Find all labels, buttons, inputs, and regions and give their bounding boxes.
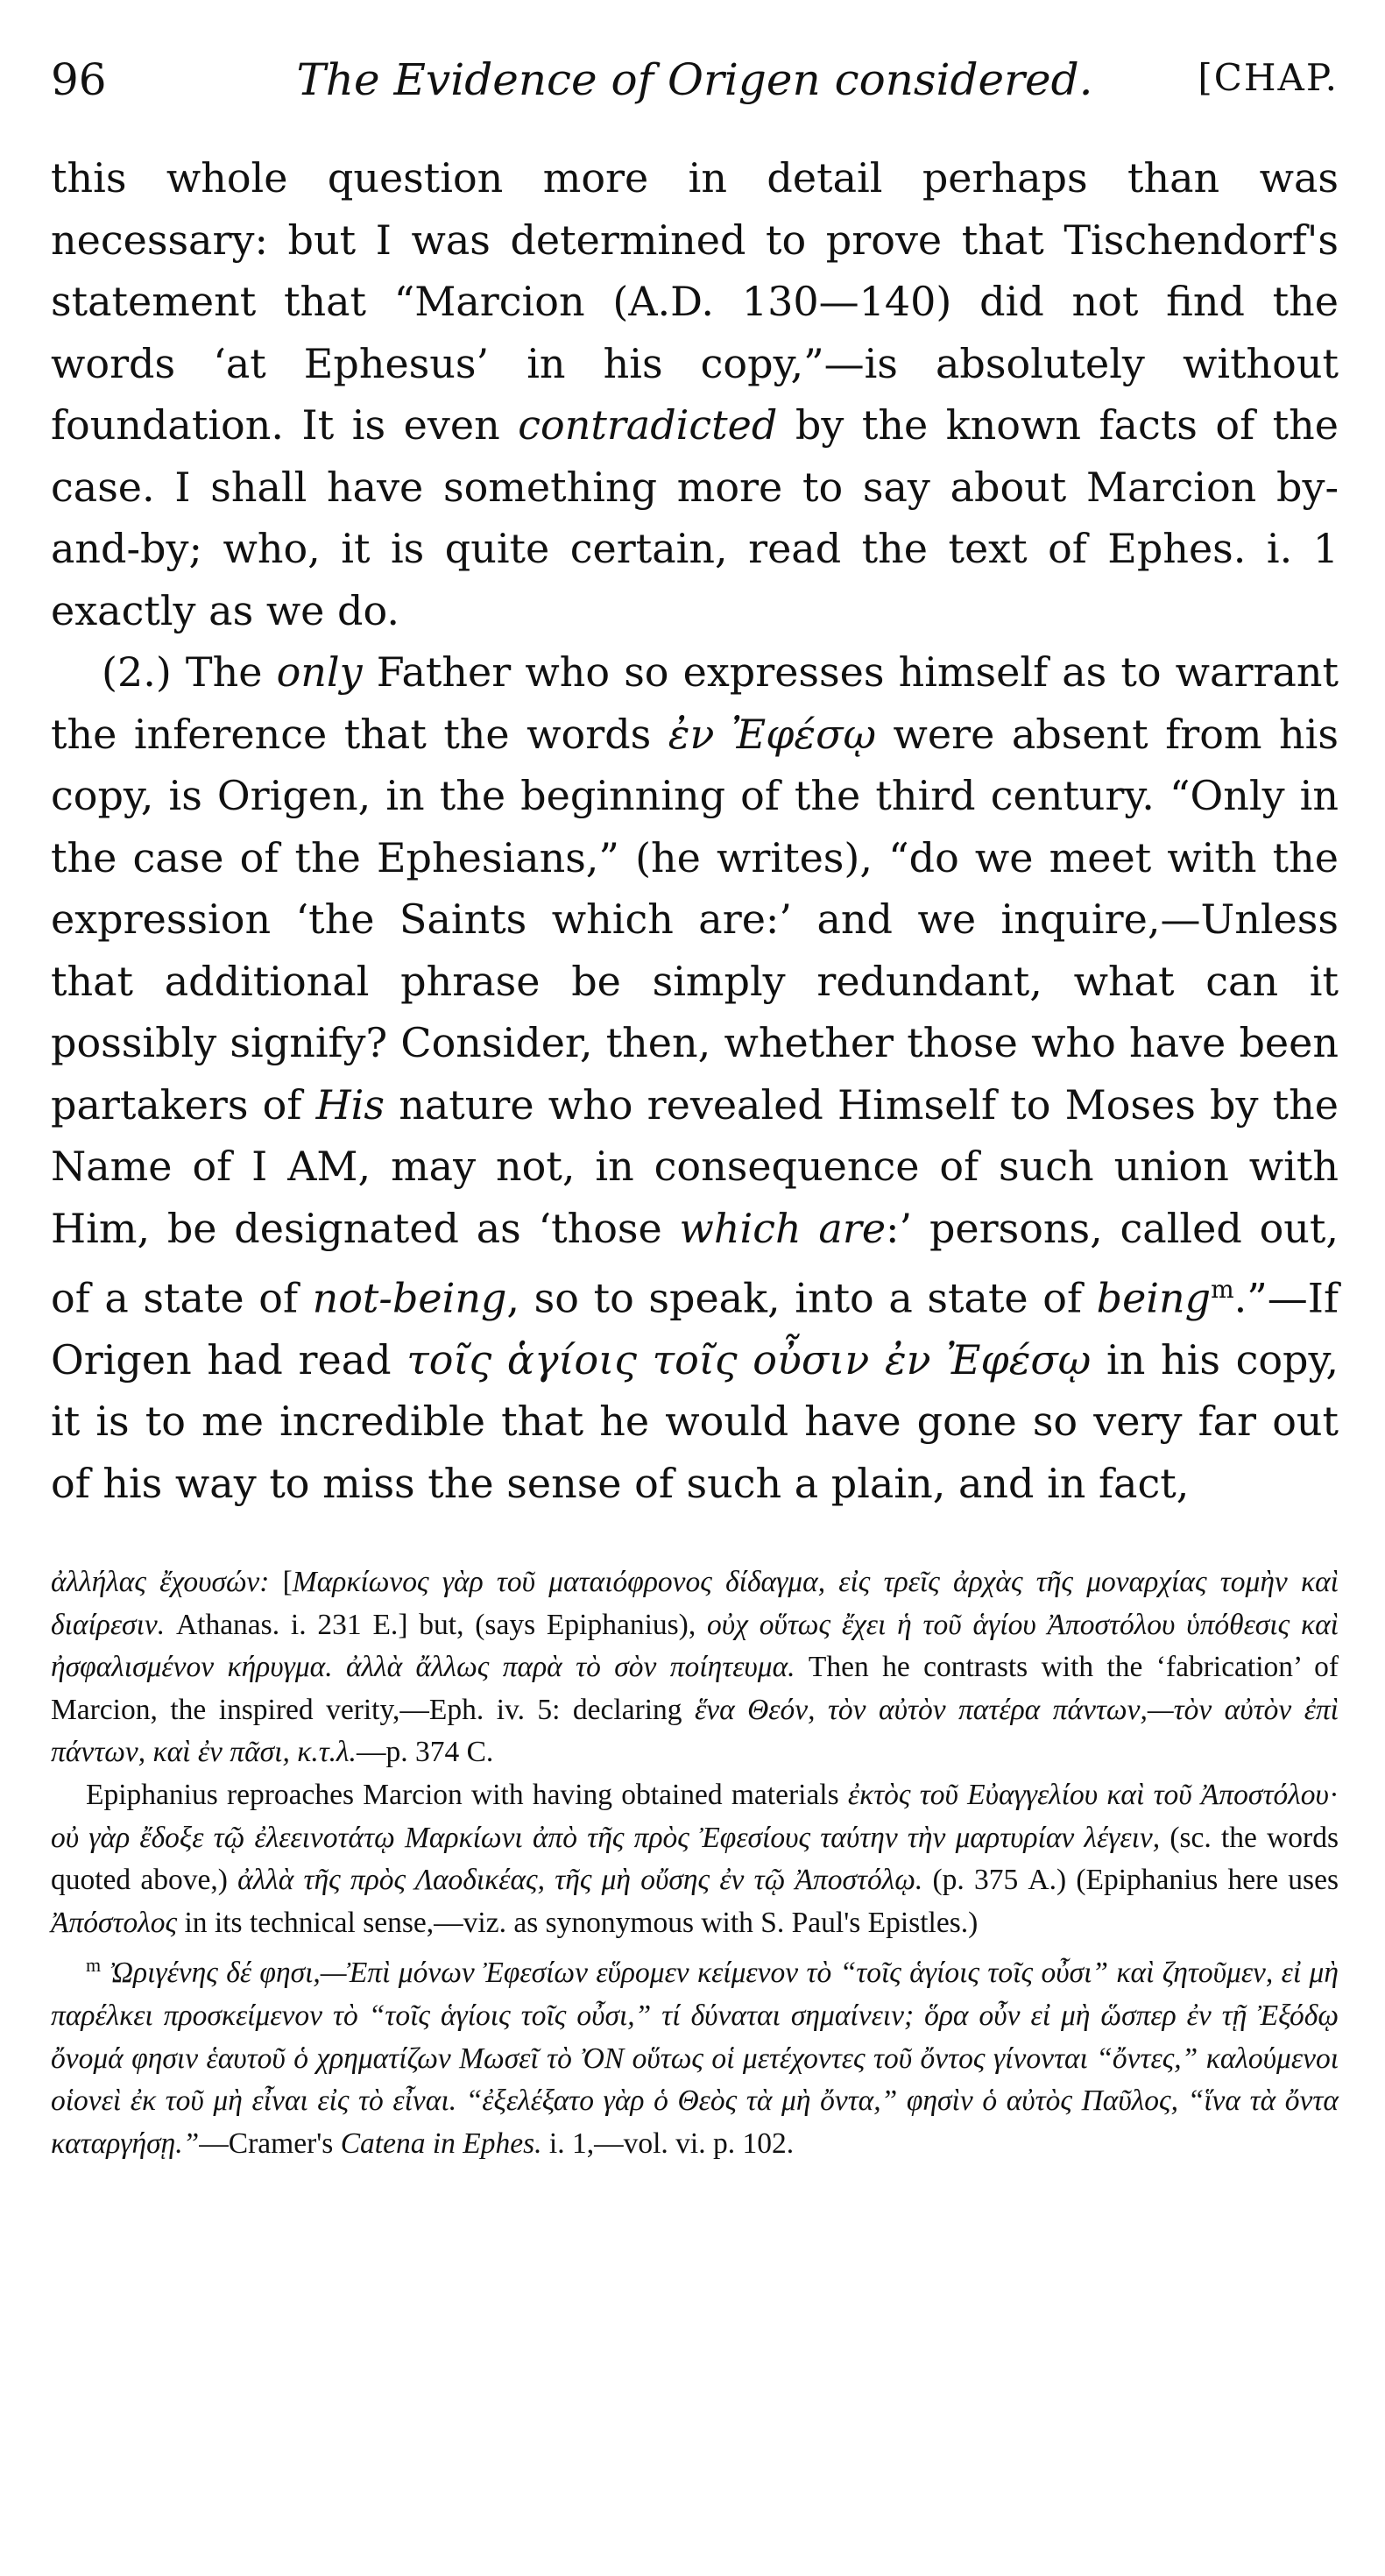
footnote-marker: m: [86, 1954, 102, 1977]
emphasis-his: His: [315, 1080, 385, 1129]
greek-phrase: τοῖς ἁγίοις τοῖς οὖσιν ἐν Ἐφέσῳ: [406, 1335, 1092, 1384]
greek-phrase: ἐν Ἐφέσῳ: [668, 710, 877, 758]
page-number: 96: [51, 54, 107, 105]
emphasis-being: being: [1096, 1274, 1212, 1322]
small-caps-am: AM: [287, 1143, 358, 1190]
footnote-2: Epiphanius reproaches Marcion with having obtained materials ἐκτὸς τοῦ Εὐαγγελίου καὶ τοῦ Ἀποστόλου· οὐ γὰρ ἔδοξε τῷ ἐλεεινοτάτῳ Μαρκίωνι ἀπὸ τῆς πρὸς Ἐφεσίους ταύτην τὴν μαρτυρίαν λέγειν, (sc. the words quoted above,) ἀλλὰ τῆς πρὸς Λαοδικέας, τῆς μὴ οὔσης ἐν τῷ Ἀποστόλῳ. (p. 375 A.) (Epiphanius here uses Ἀπόστολος in its technical sense,—viz. as synonymous with S. Paul's Epistles.): [51, 1778, 1339, 1939]
emphasis-only: only: [276, 648, 363, 696]
running-header: [51, 54, 1339, 116]
emphasis-not-being: not-being: [312, 1274, 507, 1322]
work-title: Catena in Ephes.: [340, 2127, 542, 2160]
emphasis-which-are: which are: [679, 1204, 887, 1252]
footnote-ref-m: m: [1211, 1275, 1234, 1304]
main-text: [51, 147, 1339, 1514]
running-title: The Evidence of Origen considered.: [296, 54, 1093, 105]
chapter-mark: [CHAP.: [1198, 56, 1339, 99]
footnote-m: $^m$ Ὠριγένης δέ φησι,—Ἐπὶ μόνων Ἐφεσίων εὕρομεν κείμενον τὸ “τοῖς ἁγίοις τοῖς οὖσι” καὶ ζητοῦμεν, εἰ μὴ παρέλκει προσκείμενον τὸ “τοῖς ἁγίοις τοῖς οὖσι,” τί δύναται σημαίνειν; ὅρα οὖν εἰ μὴ ὥσπερ ἐν τῇ Ἐξόδῳ ὄνομά φησιν ἑαυτοῦ ὁ χρηματίζων Μωσεῖ τὸ ὈΝ οὕτως οἱ μετέχοντες τοῦ ὄντος γίνονται “ὄντες,” καλούμενοι οἱονεὶ ἐκ τοῦ μὴ εἶναι εἰς τὸ εἶναι. “ἐξελέξατο γὰρ ὁ Θεὸς τὰ μὴ ὄντα,” φησὶν ὁ αὐτὸς Παῦλος, “ἵνα τὰ ὄντα καταργήσῃ.”—Cramer's Catena in Ephes. i. 1,—vol. vi. p. 102.: [51, 1954, 1339, 2160]
emphasis-contradicted: contradicted: [518, 401, 778, 449]
paragraph-2: (2.) The only Father who so expresses himself as to warrant the inference that the words ἐν Ἐφέσῳ were absent from his copy, is Origen, in the beginning of the third century. “Only in the case of the Ephesians,” (he writes), “do we meet with the expression ‘the Saints which are:’ and we inquire,—Unless that additional phrase be simply redundant, what can it possibly signify? Consider, then, whether those who have been partakers of His nature who revealed Himself to Moses by the Name of I AM, may not, in consequence of such union with Him, be designated as ‘those which are:’ persons, called out, of a state of not-being, so to speak, into a state of being$^m$.”—If Origen had read τοῖς ἁγίοις τοῖς οὖσιν ἐν Ἐφέσῳ in his copy, it is to me incredible that he would have gone so very far out of his way to miss the sense of such a plain, and in fact,: [51, 648, 1339, 1507]
footnote-1: ἀλλήλας ἔχουσών: [Μαρκίωνος γὰρ τοῦ ματαιόφρονος δίδαγμα, εἰς τρεῖς ἀρχὰς τῆς μοναρχίας τομὴν καὶ διαίρεσιν. Athanas. i. 231 E.] but, (says Epiphanius), οὐχ οὕτως ἔχει ἡ τοῦ ἁγίου Ἀποστόλου ὑπόθεσις καὶ ἠσφαλισμένον κήρυγμα. ἀλλὰ ἄλλως παρὰ τὸ σὸν ποίητευμα. Then he contrasts with the ‘fabrication’ of Marcion, the inspired verity,—Eph. iv. 5: declaring ἕνα Θεόν, τὸν αὐτὸν πατέρα πάντων,—τὸν αὐτὸν ἐπὶ πάντων, καὶ ἐν πᾶσι, κ.τ.λ.—p. 374 C.: [51, 1566, 1339, 1769]
era-abbrev: A.D.: [628, 278, 715, 325]
footnotes: [51, 1561, 1339, 2165]
paragraph-1: this whole question more in detail perhaps than was necessary: but I was determined to prove that Tischendorf's statement that “Marcion (A.D. 130—140) did not find the words ‘at Ephesus’ in his copy,”—is absolutely without foundation. It is even contradicted by the known facts of the case. I shall have something more to say about Marcion by-and-by; who, it is quite certain, read the text of Ephes. i. 1 exactly as we do.: [51, 154, 1339, 634]
